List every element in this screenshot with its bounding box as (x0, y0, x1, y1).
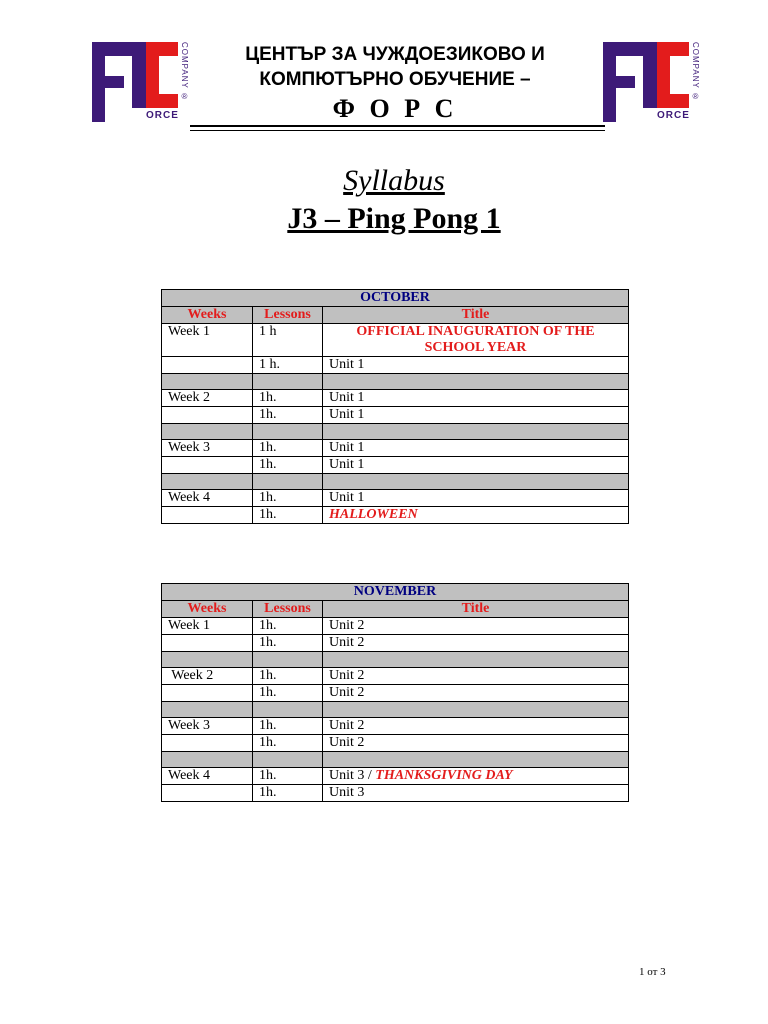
title-cell: OFFICIAL INAUGURATION OF THE SCHOOL YEAR (323, 324, 629, 357)
week-cell (162, 357, 253, 374)
syllabus-heading: Syllabus (343, 164, 445, 197)
november-schedule-table (161, 583, 629, 802)
org-name-line3: Ф О Р С (332, 94, 458, 123)
lessons-cell: 1 h. (253, 357, 323, 374)
title-cell: Unit 2 (323, 618, 629, 635)
week-cell (162, 735, 253, 752)
title-cell: HALLOWEEN (323, 507, 629, 524)
lessons-cell: 1h. (253, 507, 323, 524)
lessons-cell: 1h. (253, 457, 323, 474)
table-row (162, 357, 629, 374)
week-cell: Week 2 (162, 668, 253, 685)
lessons-cell: 1h. (253, 390, 323, 407)
separator-row (162, 374, 629, 390)
separator-row (162, 752, 629, 768)
table-row (162, 490, 629, 507)
week-cell (162, 685, 253, 702)
page-number: 1 от 3 (639, 966, 666, 978)
title-cell: Unit 1 (323, 440, 629, 457)
title-cell: Unit 1 (323, 407, 629, 424)
column-header-title: Title (323, 307, 629, 324)
week-cell: Week 3 (162, 440, 253, 457)
week-cell: Week 2 (162, 390, 253, 407)
title-cell: Unit 2 (323, 685, 629, 702)
title-cell: Unit 2 (323, 735, 629, 752)
holiday-text: THANKSGIVING DAY (375, 768, 513, 783)
title-cell (323, 768, 629, 785)
lessons-cell: 1h. (253, 440, 323, 457)
table-row (162, 685, 629, 702)
logo-orce-text: ORCE (657, 110, 690, 121)
lessons-cell: 1h. (253, 735, 323, 752)
week-cell (162, 635, 253, 652)
week-cell (162, 507, 253, 524)
lessons-cell: 1h. (253, 407, 323, 424)
lessons-cell: 1h. (253, 768, 323, 785)
title-cell: Unit 1 (323, 457, 629, 474)
header-rule-thick (190, 125, 605, 127)
title-cell: Unit 2 (323, 718, 629, 735)
title-cell: Unit 1 (323, 357, 629, 374)
column-header-weeks: Weeks (162, 601, 253, 618)
table-row (162, 407, 629, 424)
table-row (162, 785, 629, 802)
lessons-cell: 1h. (253, 685, 323, 702)
week-cell (162, 407, 253, 424)
week-cell: Week 1 (162, 324, 253, 357)
table-row (162, 507, 629, 524)
title-text: Unit 3 / (329, 768, 376, 783)
title-cell: Unit 2 (323, 635, 629, 652)
separator-row (162, 652, 629, 668)
table-row (162, 618, 629, 635)
table-row (162, 668, 629, 685)
header-rule-thin (190, 130, 605, 131)
org-name-line2: КОМПЮТЪРНО ОБУЧЕНИЕ – (259, 69, 531, 90)
table-row (162, 457, 629, 474)
lessons-cell: 1 h (253, 324, 323, 357)
table-row (162, 718, 629, 735)
week-cell (162, 785, 253, 802)
week-cell: Week 4 (162, 490, 253, 507)
table-row (162, 735, 629, 752)
lessons-cell: 1h. (253, 618, 323, 635)
month-header: OCTOBER (162, 290, 629, 307)
lessons-cell: 1h. (253, 668, 323, 685)
table-row (162, 324, 629, 357)
column-header-weeks: Weeks (162, 307, 253, 324)
table-row (162, 768, 629, 785)
course-title: J3 – Ping Pong 1 (287, 202, 501, 235)
title-cell: Unit 1 (323, 390, 629, 407)
lessons-cell: 1h. (253, 718, 323, 735)
title-cell: Unit 3 (323, 785, 629, 802)
week-cell: Week 3 (162, 718, 253, 735)
column-header-lessons: Lessons (253, 601, 323, 618)
title-cell: Unit 1 (323, 490, 629, 507)
lessons-cell: 1h. (253, 490, 323, 507)
lessons-cell: 1h. (253, 785, 323, 802)
separator-row (162, 474, 629, 490)
logo-company-text: COMPANY ® (691, 42, 700, 102)
org-name-line1: ЦЕНТЪР ЗА ЧУЖДОЕЗИКОВО И (245, 44, 545, 65)
force-logo-right (603, 42, 703, 122)
column-header-title: Title (323, 601, 629, 618)
week-cell: Week 4 (162, 768, 253, 785)
logo-orce-text: ORCE (146, 110, 179, 121)
october-schedule-table (161, 289, 629, 524)
lessons-cell: 1h. (253, 635, 323, 652)
week-cell: Week 1 (162, 618, 253, 635)
separator-row (162, 424, 629, 440)
table-row (162, 390, 629, 407)
table-row (162, 440, 629, 457)
logo-company-text: COMPANY ® (180, 42, 189, 102)
force-logo-left (92, 42, 192, 122)
column-header-lessons: Lessons (253, 307, 323, 324)
month-header: NOVEMBER (162, 584, 629, 601)
week-cell (162, 457, 253, 474)
table-row (162, 635, 629, 652)
separator-row (162, 702, 629, 718)
title-cell: Unit 2 (323, 668, 629, 685)
